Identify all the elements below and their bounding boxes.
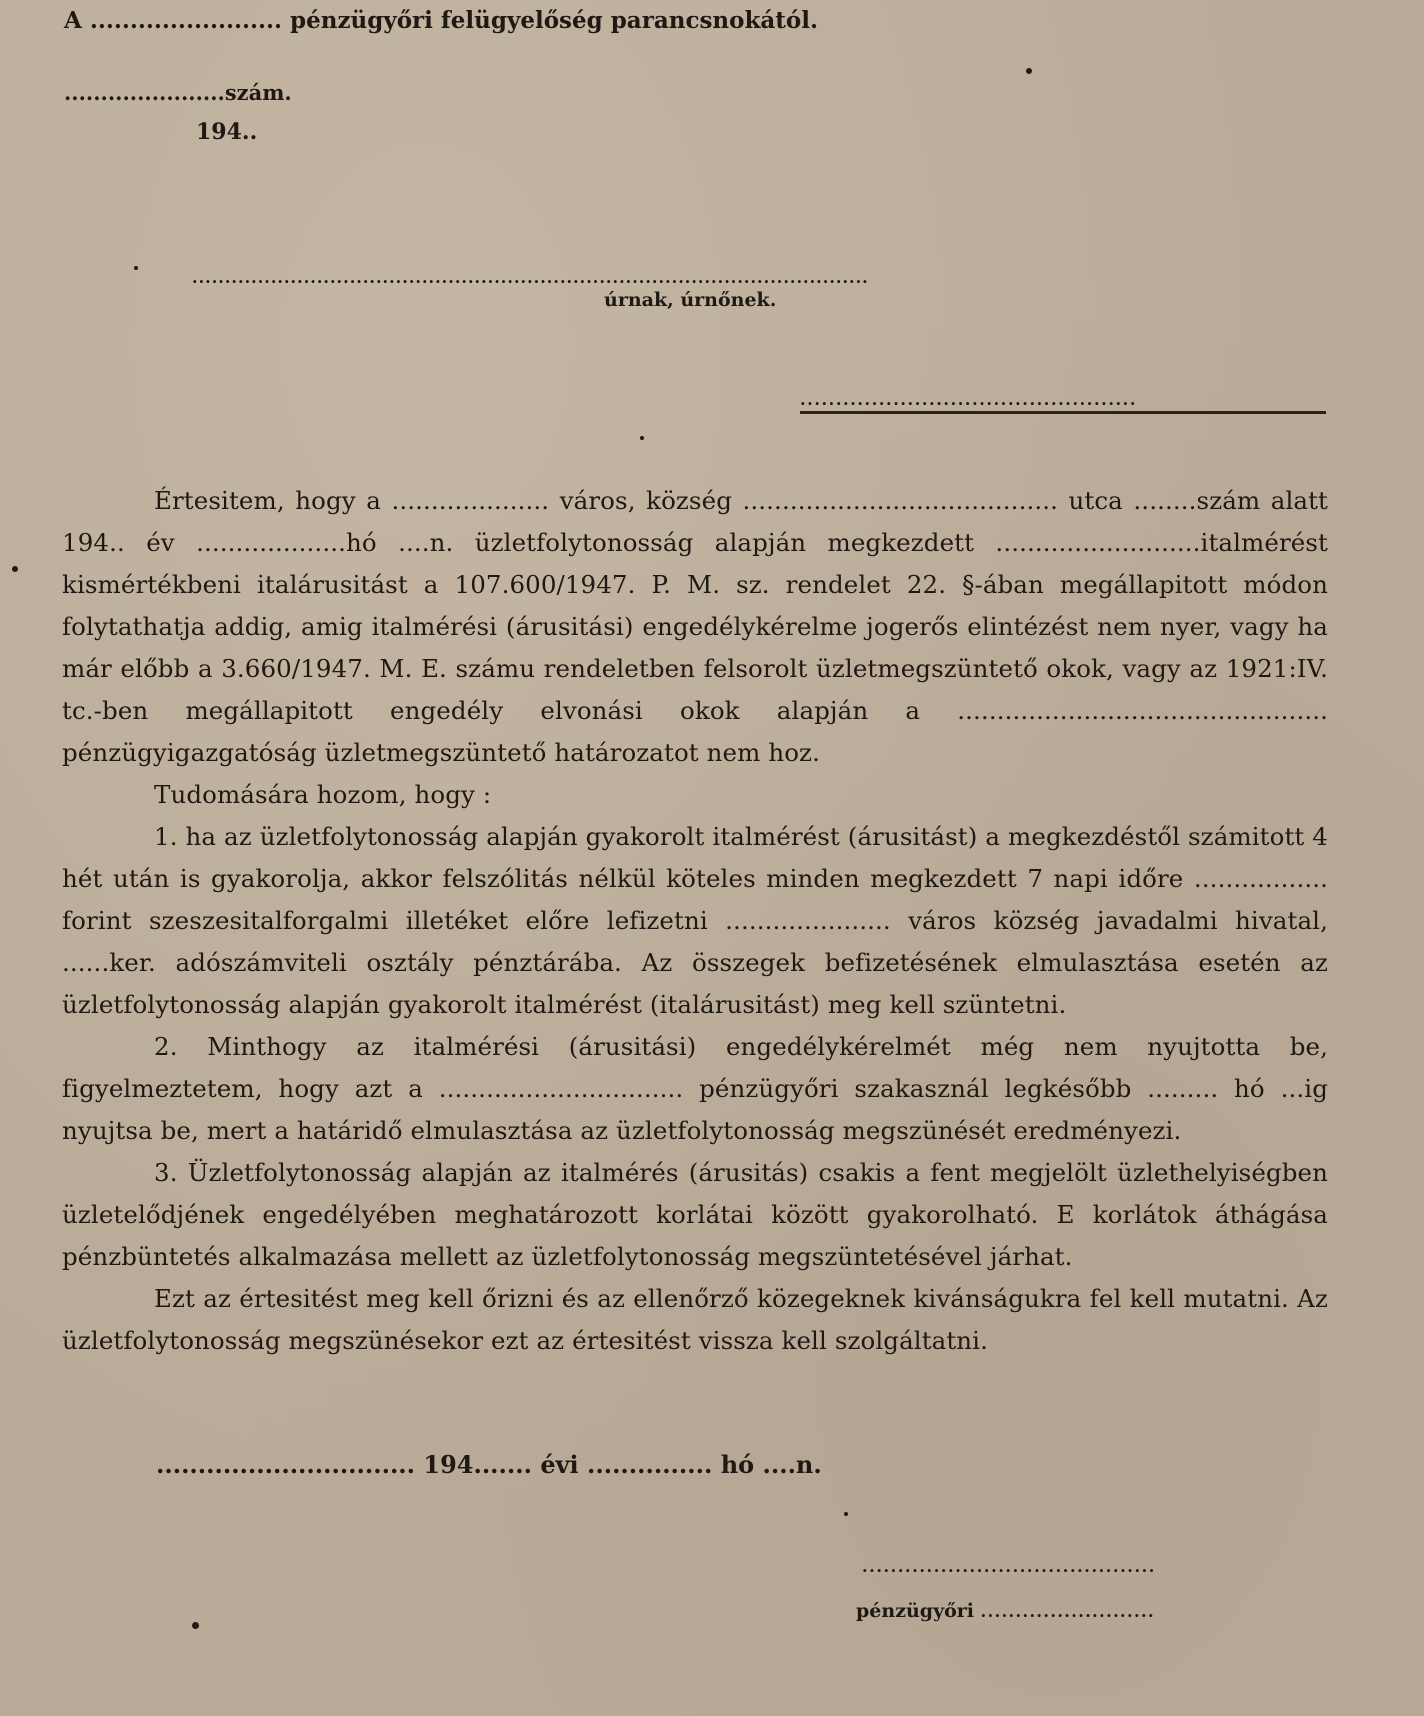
paper-speck xyxy=(134,266,138,270)
paragraph-point-3: 3. Üzletfolytonosság alapján az italmérés (árusitás) csakis a fent megjelölt üzlethelyiségben üzletelődjének engedélyében meghatározott korlátai között gyakorolható. E korlátok áthágása pénzbüntetés alkalmazása mellett az üzletfolytonosság megszüntetésével járhat. xyxy=(62,1158,1328,1271)
paragraph-closing: Ezt az értesitést meg kell őrizni és az ellenőrző közegeknek kivánságukra fel kell mutatni. Az üzletfolytonosság megszünésekor ezt az értesitést vissza kell szolgáltatni. xyxy=(62,1284,1328,1355)
signature-caption-label: pénzügyőri xyxy=(856,1600,975,1622)
header-year-line: 194.. xyxy=(196,119,258,145)
header-authority-line: A ........................ pénzügyőri felügyelőség parancsnokától. xyxy=(64,7,819,34)
signature-dots: ......................................... xyxy=(862,1557,1156,1576)
paper-speck xyxy=(844,1512,848,1516)
paper-speck xyxy=(12,566,18,572)
right-address-dots: ............................................... xyxy=(800,390,1138,409)
header-number-line: ......................szám. xyxy=(64,80,292,105)
recipient-caption: úrnak, úrnőnek. xyxy=(604,289,777,311)
paper-speck xyxy=(640,436,644,440)
paragraph-notice: Értesitem, hogy a .................... város, község ........................................ utca ........szám alatt 194.. év ...................hó ....n. üzletfolytonosság alapján megkezdett ..........................italmérést kismértékbeni italárusitást a 107.600/1947. P. M. sz. rendelet 22. §-ában megállapitott módon folytathatja addig, amig italmérési (árusitási) engedélykérelme jogerős elintézést nem nyer, vagy ha már előbb a 3.660/1947. M. E. számu rendeletben felsorolt üzletmegszüntető okok, vagy az 1921:IV. tc.-ben megállapitott engedély elvonási okok alapján a ............................................... pénzügyigazgatóság üzletmegszüntető határozatot nem hoz. xyxy=(62,486,1328,767)
date-line: ............................... 194....... évi ............... hó ....n. xyxy=(156,1450,822,1479)
paragraph-point-1: 1. ha az üzletfolytonosság alapján gyakorolt italmérést (árusitást) a megkezdéstől számitott 4 hét után is gyakorolja, akkor felszólitás nélkül köteles minden megkezdett 7 napi időre ................. forint szeszesitalforgalmi illetéket előre lefizetni ..................... város község javadalmi hivatal, ......ker. adószámviteli osztály pénztárába. Az összegek befizetésének elmulasztása esetén az üzletfolytonosság alapján gyakorolt italmérést (italárusitást) meg kell szüntetni. xyxy=(62,822,1328,1019)
paper-speck xyxy=(1026,68,1032,74)
signature-caption xyxy=(856,1596,1155,1627)
recipient-dots: ....................................................................................................... xyxy=(192,268,869,287)
address-underline xyxy=(800,411,1326,414)
paragraph-point-2: 2. Minthogy az italmérési (árusitási) engedélykérelmét még nem nyujtotta be, figyelmeztetem, hogy azt a ............................... pénzügyőri szakasznál legkésőbb ......... hó ...ig nyujtsa be, mert a határidő elmulasztása az üzletfolytonosság megszünését eredményezi. xyxy=(62,1032,1328,1145)
paragraph-intro: Tudomására hozom, hogy : xyxy=(154,780,492,809)
paper-speck xyxy=(192,1622,199,1629)
signature-caption-dots: ......................... xyxy=(980,1602,1155,1621)
notice-body xyxy=(62,480,1328,1362)
